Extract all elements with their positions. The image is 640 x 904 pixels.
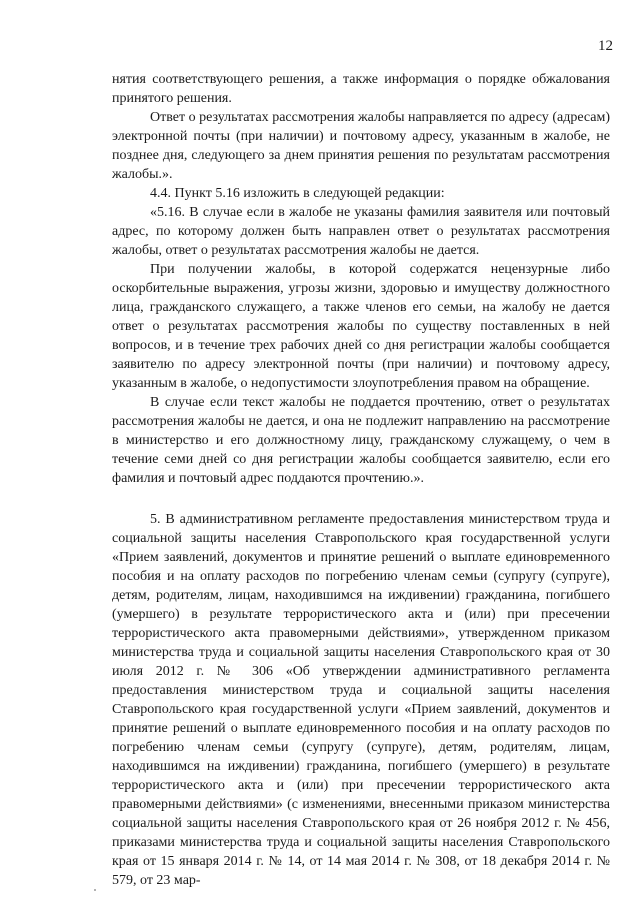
paragraph-item-5: 5. В административном регламенте предоставления министерством труда и социальной защиты населения Ставропольского края государственной услуги «Прием заявлений, документов и принятие решений о выплате единовременного пособия и на оплату расходов по погребению членам семьи (супругу (супруге), детям, родителям, лицам, находившимся на иждивении) гражданина, погибшего (умершего) в результате террористического акта и (или) при пресечении террористического акта правомерными действиями», утвержденном приказом министерства труда и социальной защиты населения Ставропольского края от 30 июля 2012 г. № 306 «Об утверждении административного регламента предоставления министерством труда и социальной защиты населения Ставропольского края государственной услуги «Прием заявлений, документов и принятие решений о выплате единовременного пособия и на оплату расходов по погребению членам семьи (супругу (супруге), детям, родителям, лицам, находившимся на иждивении) гражданина, погибшего (умершего) в результате террористического акта и (или) при пресечении террористического акта правомерными действиями» (с изменениями, внесенными приказом министерства социальной защиты населения Ставропольского края от 26 ноября 2012 г. № 456, приказами министерства труда и социальной защиты населения Ставропольского края от 15 января 2014 г. № 14, от 14 мая 2014 г. № 308, от 18 декабря 2014 г. № 579, от 23 мар-	[112, 512, 610, 888]
paragraph-continuation: нятия соответствующего решения, а также информация о порядке обжалования принятого решения.	[112, 72, 610, 106]
paragraph-unreadable-complaint: В случае если текст жалобы не поддается прочтению, ответ о результатах рассмотрения жалобы не дается, и она не подлежит направлению на рассмотрение в министерство и его должностному лицу, гражданскому служащему, о чем в течение семи дней со дня регистрации жалобы сообщается заявителю, если его фамилия и почтовый адрес поддаются прочтению.».	[112, 395, 610, 486]
page-number: 12	[598, 38, 613, 54]
scan-speck	[94, 889, 96, 891]
paragraph-clause-5-16: «5.16. В случае если в жалобе не указаны фамилия заявителя или почтовый адрес, по которому должен быть направлен ответ о результатах рассмотрения жалобы, ответ о результатах рассмотрения жалобы не дается.	[112, 205, 610, 258]
paragraph-obscene-complaint: При получении жалобы, в которой содержатся нецензурные либо оскорбительные выражения, угрозы жизни, здоровью и имуществу должностного лица, гражданского служащего, а также членов его семьи, на жалобу не дается ответ о результатах рассмотрения жалобы по существу поставленных в ней вопросов, и в течение трех рабочих дней со дня регистрации жалобы сообщается заявителю по адресу электронной почты (при наличии) и почтовому адресу, указанным в жалобе, о недопустимости злоупотребления правом на обращение.	[112, 262, 610, 391]
document-body	[112, 70, 610, 890]
paragraph-response-address: Ответ о результатах рассмотрения жалобы направляется по адресу (адресам) электронной почты (при наличии) и почтовому адресу, указанным в жалобе, не позднее дня, следующего за днем принятия решения по результатам рассмотрения жалобы.».	[112, 110, 610, 182]
paragraph-amendment-4-4: 4.4. Пункт 5.16 изложить в следующей редакции:	[150, 186, 445, 201]
